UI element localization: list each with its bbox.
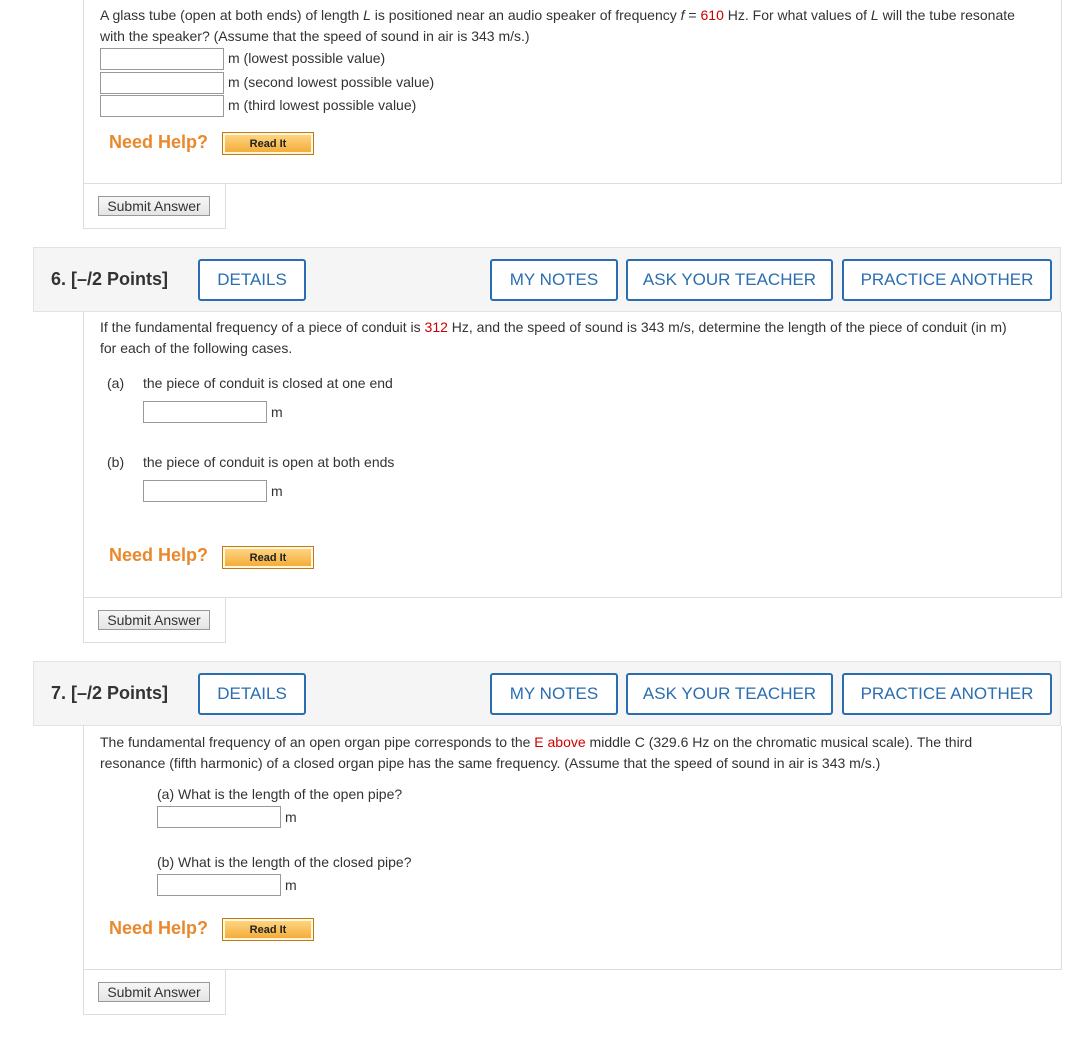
q6-my-notes-button[interactable]: MY NOTES [490,259,618,301]
q7-header [33,661,1061,726]
q7-part-a-input[interactable] [157,806,281,828]
q5-answer-third-label: m (third lowest possible value) [228,97,417,113]
q5-question-text: A glass tube (open at both ends) of length L is positioned near an audio speaker of frequency f = 610 Hz. For what values of L will the tube resonate with the speaker? (Assume that the speed of sound in air is 343 m/s.) [100,7,1015,44]
q7-part-b-text: (b) What is the length of the closed pipe? [157,854,412,870]
q6-question-text: If the fundamental frequency of a piece of conduit is 312 Hz, and the speed of sound is 343 m/s, determine the length of the piece of conduit (in m) for each of the following cases. [100,319,1007,356]
q5-submit-answer-button[interactable]: Submit Answer [98,196,210,216]
q6-part-a-input[interactable] [143,401,267,423]
q6-practice-another-button[interactable]: PRACTICE ANOTHER [842,259,1052,301]
q6-part-a-label: (a) [107,375,125,391]
q7-part-a-unit: m [285,809,297,825]
q6-submit-tab [83,598,226,643]
q6-details-button[interactable]: DETAILS [198,259,306,301]
q5-answer-second-label: m (second lowest possible value) [228,74,435,90]
q6-part-b-unit: m [271,483,283,499]
q5-submit-tab [83,184,226,229]
q6-title: 6. [–/2 Points] [51,269,169,289]
q7-part-b-input[interactable] [157,874,281,896]
q7-details-button[interactable]: DETAILS [198,673,306,715]
q5-content [83,0,1062,184]
q7-content [83,726,1062,970]
q7-part-a-text: (a) What is the length of the open pipe? [157,786,403,802]
q6-ask-teacher-button[interactable]: ASK YOUR TEACHER [626,259,833,301]
q7-read-it-button[interactable]: Read It [222,918,314,941]
q5-answer-second-input[interactable] [100,72,224,94]
q6-submit-answer-button[interactable]: Submit Answer [98,610,210,630]
q7-submit-tab [83,970,226,1015]
q7-ask-teacher-button[interactable]: ASK YOUR TEACHER [626,673,833,715]
q6-part-b-label: (b) [107,454,125,470]
q7-title: 7. [–/2 Points] [51,683,169,703]
q5-answer-lowest-input[interactable] [100,48,224,70]
q6-part-b-text: the piece of conduit is open at both ends [143,454,395,470]
q7-my-notes-button[interactable]: MY NOTES [490,673,618,715]
q6-header [33,247,1061,312]
q6-need-help-label: Need Help? [109,545,209,565]
q7-practice-another-button[interactable]: PRACTICE ANOTHER [842,673,1052,715]
q5-answer-lowest-label: m (lowest possible value) [228,50,386,66]
q5-need-help-label: Need Help? [109,132,209,152]
q5-answer-third-input[interactable] [100,95,224,117]
q6-part-b-input[interactable] [143,480,267,502]
q7-need-help-label: Need Help? [109,918,209,938]
q6-frequency-value: 312 [424,319,448,335]
q7-part-b-unit: m [285,877,297,893]
q7-question-text: The fundamental frequency of an open organ pipe corresponds to the E above middle C (329.6 Hz on the chromatic musical scale). The third resonance (fifth harmonic) of a closed organ pipe has the same frequency. (Assume that the speed of sound in air is 343 m/s.) [100,734,973,771]
q7-submit-answer-button[interactable]: Submit Answer [98,982,210,1002]
q6-read-it-button[interactable]: Read It [222,546,314,569]
q5-frequency-value: 610 [700,7,724,23]
q6-content [83,312,1062,598]
q5-read-it-button[interactable]: Read It [222,132,314,155]
q7-note-highlight: E above [534,734,586,750]
q6-part-a-text: the piece of conduit is closed at one end [143,375,393,391]
q6-part-a-unit: m [271,404,283,420]
